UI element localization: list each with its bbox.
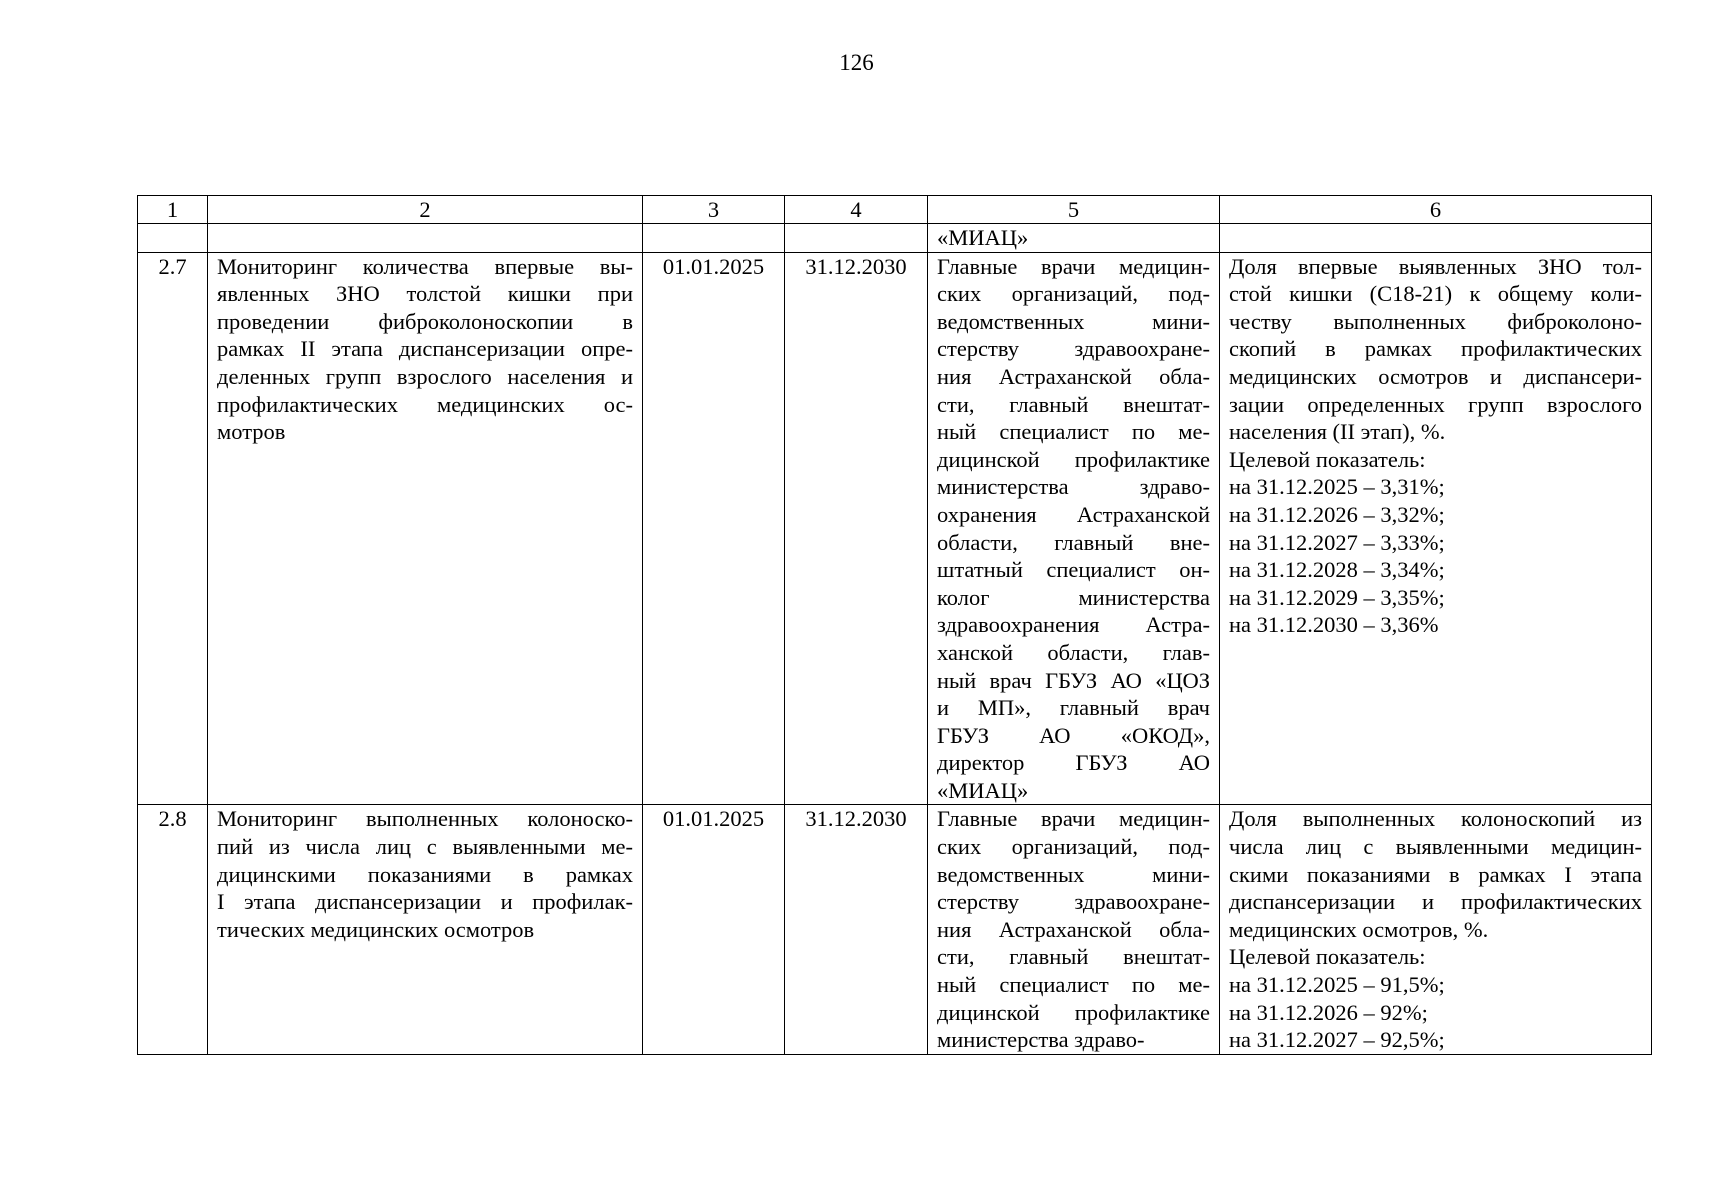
text-line: области, главный вне- xyxy=(937,529,1210,555)
target-value: на 31.12.2026 – 92%; xyxy=(1229,999,1428,1025)
text-line: Мониторинг выполненных колоноско- xyxy=(217,806,633,832)
header-col-2: 2 xyxy=(208,196,643,224)
cont-cell-4 xyxy=(785,224,928,253)
text-line: ханской области, глав- xyxy=(937,639,1210,665)
target-label: Целевой показатель: xyxy=(1229,446,1426,472)
target-value: на 31.12.2025 – 91,5%; xyxy=(1229,972,1445,998)
text-line: ведомственных мини- xyxy=(937,308,1210,334)
text-line: ный врач ГБУЗ АО «ЦОЗ xyxy=(937,667,1210,693)
text-line: Доля впервые выявленных ЗНО тол- xyxy=(1229,253,1642,279)
text-line: сти, главный внештат- xyxy=(937,944,1210,970)
header-col-3: 3 xyxy=(643,196,785,224)
target-value: на 31.12.2030 – 3,36% xyxy=(1229,612,1439,638)
text-line: зации определенных групп взрослого xyxy=(1229,391,1642,417)
plan-table xyxy=(137,195,1652,1055)
text-line: штатный специалист он- xyxy=(937,557,1210,583)
text-line: «МИАЦ» xyxy=(937,777,1029,803)
table-row xyxy=(138,252,1652,805)
responsible-cell xyxy=(928,252,1220,805)
text-line: колог министерства xyxy=(937,584,1210,610)
row-number: 2.8 xyxy=(138,805,208,1054)
row-number: 2.7 xyxy=(138,252,208,805)
target-value: на 31.12.2025 – 3,31%; xyxy=(1229,474,1445,500)
cont-cell-5: «МИАЦ» xyxy=(928,224,1220,253)
text-line: ния Астраханской обла- xyxy=(937,916,1210,942)
text-line: дицинскими показаниями в рамках xyxy=(217,861,633,887)
text-line: честву выполненных фиброколоно- xyxy=(1229,308,1642,334)
header-col-6: 6 xyxy=(1220,196,1652,224)
header-col-4: 4 xyxy=(785,196,928,224)
text-line: ведомственных мини- xyxy=(937,861,1210,887)
text-line: ских организаций, под- xyxy=(937,281,1210,307)
target-value: на 31.12.2029 – 3,35%; xyxy=(1229,584,1445,610)
indicator-cell xyxy=(1220,252,1652,805)
responsible-cell xyxy=(928,805,1220,1054)
target-value: на 31.12.2026 – 3,32%; xyxy=(1229,501,1445,527)
text-line: охранения Астраханской xyxy=(937,501,1210,527)
text-line: здравоохранения Астра- xyxy=(937,612,1210,638)
text-line: I этапа диспансеризации и профилак- xyxy=(217,889,633,915)
text-line: Доля выполненных колоноскопий из xyxy=(1229,806,1642,832)
text-line: ный специалист по ме- xyxy=(937,419,1210,445)
text-line: деленных групп взрослого населения и xyxy=(217,363,633,389)
text-line: стерству здравоохране- xyxy=(937,889,1210,915)
text-line: министерства здраво- xyxy=(937,474,1210,500)
text-line: ния Астраханской обла- xyxy=(937,363,1210,389)
target-label: Целевой показатель: xyxy=(1229,944,1426,970)
text-line: дицинской профилактике xyxy=(937,446,1210,472)
text-line: явленных ЗНО толстой кишки при xyxy=(217,281,633,307)
text-line: Мониторинг количества впервые вы- xyxy=(217,253,633,279)
indicator-cell xyxy=(1220,805,1652,1054)
text-line: числа лиц с выявленными медицин- xyxy=(1229,834,1642,860)
cont-cell-2 xyxy=(208,224,643,253)
text-line: и МП», главный врач xyxy=(937,695,1210,721)
text-line: тических медицинских осмотров xyxy=(217,916,535,942)
target-value: на 31.12.2028 – 3,34%; xyxy=(1229,557,1445,583)
text-line: рамках II этапа диспансеризации опре- xyxy=(217,336,633,362)
text-line: скими показаниями в рамках I этапа xyxy=(1229,861,1642,887)
text-line: сти, главный внештат- xyxy=(937,391,1210,417)
end-date: 31.12.2030 xyxy=(785,252,928,805)
text-line: мотров xyxy=(217,419,286,445)
header-col-5: 5 xyxy=(928,196,1220,224)
header-col-1: 1 xyxy=(138,196,208,224)
continuation-row xyxy=(138,224,1652,253)
text-line: скопий в рамках профилактических xyxy=(1229,336,1642,362)
text-line: медицинских осмотров, %. xyxy=(1229,916,1489,942)
text-line: медицинских осмотров и диспансери- xyxy=(1229,363,1642,389)
page-number: 126 xyxy=(839,50,874,75)
header-row xyxy=(138,196,1652,224)
text-line: ный специалист по ме- xyxy=(937,972,1210,998)
text-line: ГБУЗ АО «ОКОД», xyxy=(937,722,1210,748)
target-value: на 31.12.2027 – 92,5%; xyxy=(1229,1027,1445,1053)
activity-cell xyxy=(208,805,643,1054)
start-date: 01.01.2025 xyxy=(643,805,785,1054)
text-line: населения (II этап), %. xyxy=(1229,419,1446,445)
text-line: диспансеризации и профилактических xyxy=(1229,889,1642,915)
text-line: проведении фиброколоноскопии в xyxy=(217,308,633,334)
cont-cell-6 xyxy=(1220,224,1652,253)
text-line: дицинской профилактике xyxy=(937,999,1210,1025)
text-line: ских организаций, под- xyxy=(937,834,1210,860)
text-line: Главные врачи медицин- xyxy=(937,253,1210,279)
activity-cell xyxy=(208,252,643,805)
text-line: стой кишки (С18-21) к общему коли- xyxy=(1229,281,1642,307)
text-line: пий из числа лиц с выявленными ме- xyxy=(217,834,633,860)
start-date: 01.01.2025 xyxy=(643,252,785,805)
table-row xyxy=(138,805,1652,1054)
text-line: министерства здраво- xyxy=(937,1027,1145,1053)
target-value: на 31.12.2027 – 3,33%; xyxy=(1229,529,1445,555)
end-date: 31.12.2030 xyxy=(785,805,928,1054)
cont-cell-3 xyxy=(643,224,785,253)
text-line: директор ГБУЗ АО xyxy=(937,750,1210,776)
text-line: профилактических медицинских ос- xyxy=(217,391,633,417)
text-line: стерству здравоохране- xyxy=(937,336,1210,362)
text-line: Главные врачи медицин- xyxy=(937,806,1210,832)
cont-cell-1 xyxy=(138,224,208,253)
